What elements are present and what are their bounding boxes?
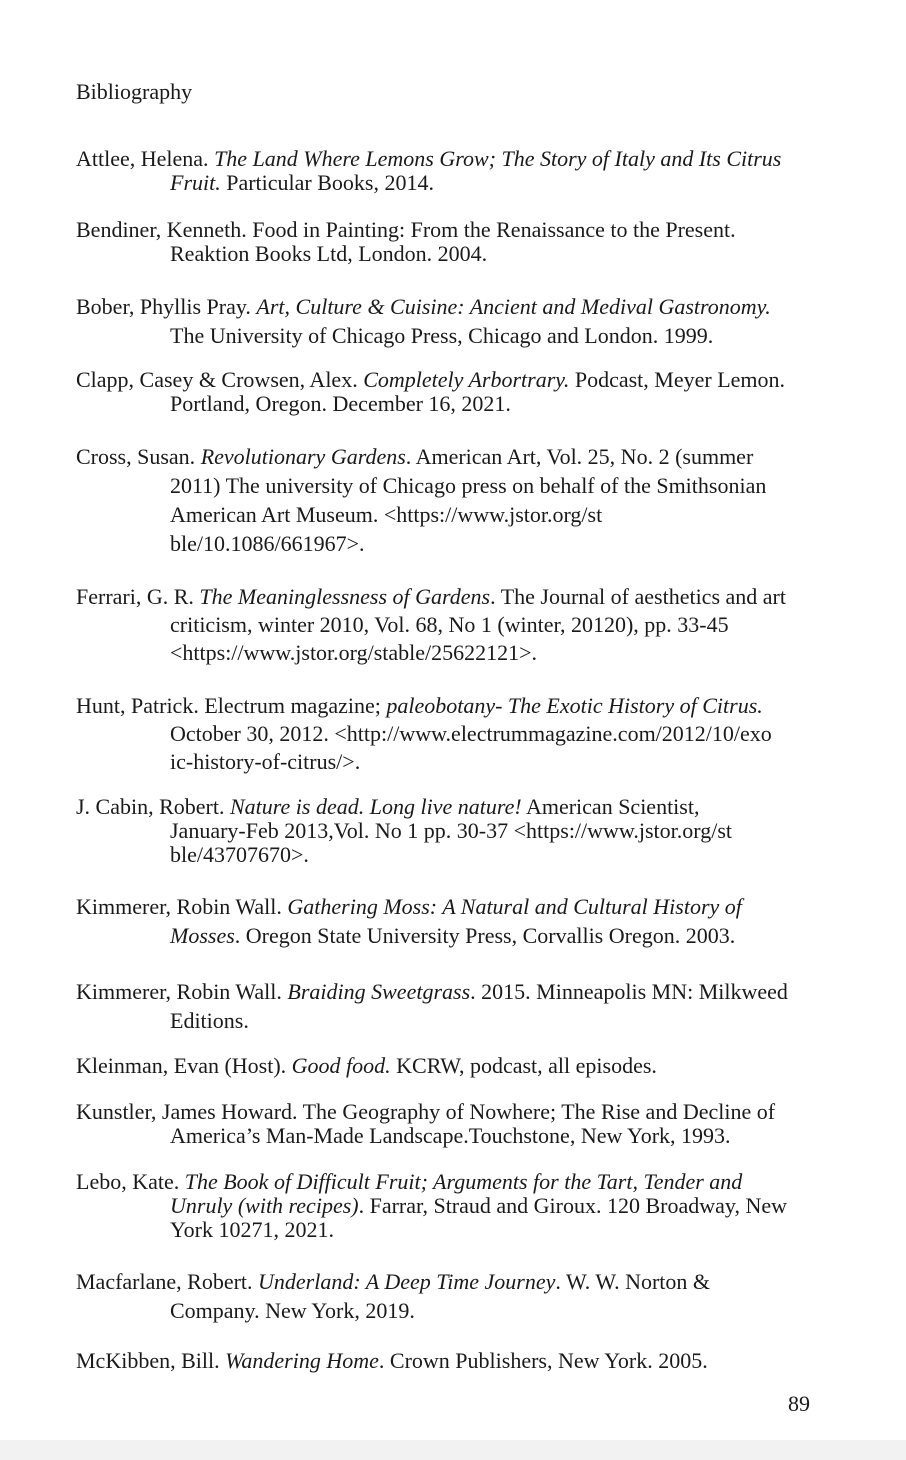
bibliography-entry: Kimmerer, Robin Wall. Gathering Moss: A Natural and Cultural History of Mosses. Oregon State University Press, Corvallis Oregon. 2003. xyxy=(76,894,742,948)
bibliography-entry: Kleinman, Evan (Host). Good food. KCRW, podcast, all episodes. xyxy=(76,1053,657,1078)
bibliography-entry: Macfarlane, Robert. Underland: A Deep Time Journey. W. W. Norton & Company. New York, 2019. xyxy=(76,1269,711,1323)
bibliography-entry: Bendiner, Kenneth. Food in Painting: From the Renaissance to the Present. Reaktion Books Ltd, London. 2004. xyxy=(76,217,736,266)
bibliography-entry: Bober, Phyllis Pray. Art, Culture & Cuisine: Ancient and Medival Gastronomy. The University of Chicago Press, Chicago and London. 1999. xyxy=(76,294,771,348)
bibliography-entry: Kunstler, James Howard. The Geography of Nowhere; The Rise and Decline of America’s Man-Made Landscape.Touchstone, New York, 1993. xyxy=(76,1099,776,1148)
bibliography-entry: Clapp, Casey & Crowsen, Alex. Completely Arbortrary. Podcast, Meyer Lemon. Portland, Oregon. December 16, 2021. xyxy=(76,367,786,416)
page-number: 89 xyxy=(788,1391,810,1416)
bibliography-entry: Cross, Susan. Revolutionary Gardens. American Art, Vol. 25, No. 2 (summer 2011) The university of Chicago press on behalf of the Smithsonian American Art Museum. <https://www.jstor.org/st ble/10.1086/661967>. xyxy=(76,444,767,556)
bibliography-entry: Attlee, Helena. The Land Where Lemons Grow; The Story of Italy and Its Citrus Fruit. Particular Books, 2014. xyxy=(76,146,782,195)
bibliography-entry: Hunt, Patrick. Electrum magazine; paleobotany- The Exotic History of Citrus. October 30, 2012. <http://www.electrummagazine.com/2012/10/exo ic-history-of-citrus/>. xyxy=(76,693,772,774)
bibliography-entry: Lebo, Kate. The Book of Difficult Fruit; Arguments for the Tart, Tender and Unruly (with recipes). Farrar, Straud and Giroux. 120 Broadway, New York 10271, 2021. xyxy=(76,1169,788,1242)
bibliography-entry: J. Cabin, Robert. Nature is dead. Long live nature! American Scientist, January-Feb 2013,Vol. No 1 pp. 30-37 <https://www.jstor.org/st ble/43707670>. xyxy=(76,794,732,867)
bibliography-entry: Ferrari, G. R. The Meaninglessness of Gardens. The Journal of aesthetics and art criticism, winter 2010, Vol. 68, No 1 (winter, 20120), pp. 33-45 <https://www.jstor.org/stable/25622121>. xyxy=(76,584,786,665)
bibliography-entry: McKibben, Bill. Wandering Home. Crown Publishers, New York. 2005. xyxy=(76,1348,708,1373)
page-title: Bibliography xyxy=(76,79,193,104)
bibliography-entry: Kimmerer, Robin Wall. Braiding Sweetgrass. 2015. Minneapolis MN: Milkweed Editions. xyxy=(76,979,788,1033)
